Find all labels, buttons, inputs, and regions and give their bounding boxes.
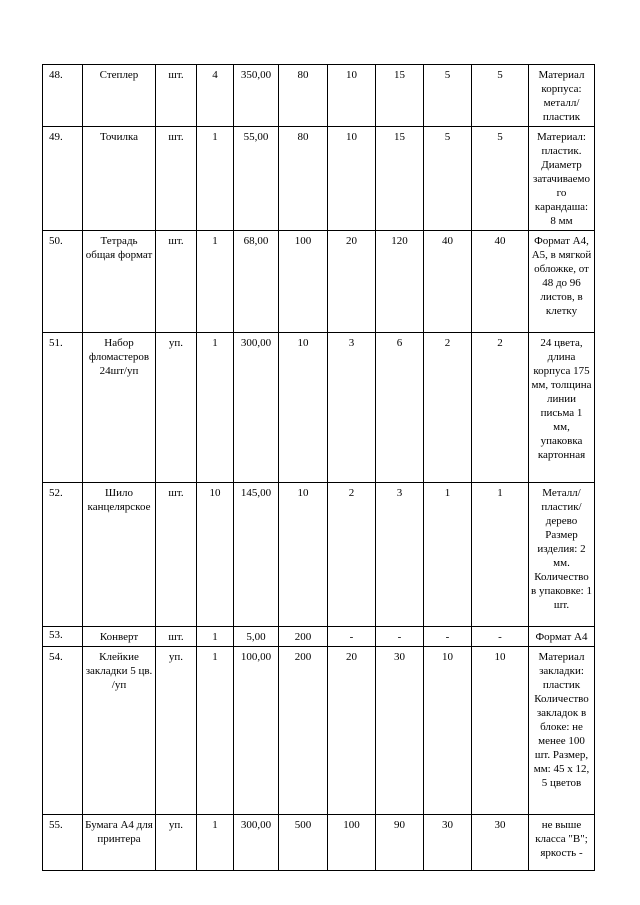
price-cell: 300,00	[234, 815, 279, 871]
item-name: Точилка	[83, 127, 156, 231]
table-row	[43, 65, 595, 127]
value-cell-4: 5	[424, 127, 472, 231]
value-cell-4: -	[424, 627, 472, 647]
value-cell-5: 30	[472, 815, 529, 871]
table-row	[43, 483, 595, 627]
value-cell-3: 15	[376, 127, 424, 231]
value-cell-4: 30	[424, 815, 472, 871]
goods-table	[42, 64, 595, 871]
value-cell-5: 10	[472, 647, 529, 815]
spec-cell: не выше класса "В"; яркость -	[529, 815, 595, 871]
value-cell-1: 200	[279, 647, 328, 815]
value-cell-1: 500	[279, 815, 328, 871]
quantity-cell: 1	[197, 231, 234, 333]
unit-cell: уп.	[156, 333, 197, 483]
row-number: 53.	[43, 627, 83, 647]
item-name: Клейкие закладки 5 цв. /уп	[83, 647, 156, 815]
price-cell: 300,00	[234, 333, 279, 483]
quantity-cell: 1	[197, 815, 234, 871]
quantity-cell: 10	[197, 483, 234, 627]
value-cell-5: 5	[472, 65, 529, 127]
spec-cell: Материал закладки: пластик Количество закладок в блоке: не менее 100 шт. Размер, мм: 45 х 12, 5 цветов	[529, 647, 595, 815]
quantity-cell: 4	[197, 65, 234, 127]
item-name: Шило канцелярское	[83, 483, 156, 627]
spec-cell: Материал: пластик. Диаметр затачиваемого карандаша: 8 мм	[529, 127, 595, 231]
item-name: Бумага А4 для принтера	[83, 815, 156, 871]
value-cell-5: -	[472, 627, 529, 647]
value-cell-3: 15	[376, 65, 424, 127]
unit-cell: шт.	[156, 65, 197, 127]
value-cell-2: 20	[328, 647, 376, 815]
value-cell-1: 100	[279, 231, 328, 333]
quantity-cell: 1	[197, 333, 234, 483]
spec-cell: Формат А4, А5, в мягкой обложке, от 48 до 96 листов, в клетку	[529, 231, 595, 333]
value-cell-1: 10	[279, 483, 328, 627]
value-cell-4: 40	[424, 231, 472, 333]
row-number: 55.	[43, 815, 83, 871]
row-number: 50.	[43, 231, 83, 333]
quantity-cell: 1	[197, 647, 234, 815]
price-cell: 350,00	[234, 65, 279, 127]
price-cell: 68,00	[234, 231, 279, 333]
quantity-cell: 1	[197, 627, 234, 647]
unit-cell: шт.	[156, 127, 197, 231]
value-cell-1: 10	[279, 333, 328, 483]
table-row	[43, 127, 595, 231]
value-cell-3: -	[376, 627, 424, 647]
quantity-cell: 1	[197, 127, 234, 231]
table-row	[43, 627, 595, 647]
spec-cell: Формат А4	[529, 627, 595, 647]
value-cell-4: 1	[424, 483, 472, 627]
value-cell-2: 10	[328, 65, 376, 127]
table-row	[43, 333, 595, 483]
value-cell-3: 30	[376, 647, 424, 815]
value-cell-5: 5	[472, 127, 529, 231]
row-number: 49.	[43, 127, 83, 231]
item-name: Тетрадь общая формат	[83, 231, 156, 333]
item-name: Степлер	[83, 65, 156, 127]
row-number: 54.	[43, 647, 83, 815]
item-name: Конверт	[83, 627, 156, 647]
value-cell-2: 2	[328, 483, 376, 627]
spec-cell: 24 цвета, длина корпуса 175 мм, толщина линии письма 1 мм, упаковка картонная	[529, 333, 595, 483]
value-cell-2: 100	[328, 815, 376, 871]
unit-cell: шт.	[156, 483, 197, 627]
row-number: 51.	[43, 333, 83, 483]
unit-cell: уп.	[156, 647, 197, 815]
row-number: 52.	[43, 483, 83, 627]
row-number: 48.	[43, 65, 83, 127]
unit-cell: шт.	[156, 627, 197, 647]
value-cell-5: 1	[472, 483, 529, 627]
value-cell-4: 5	[424, 65, 472, 127]
value-cell-5: 2	[472, 333, 529, 483]
value-cell-1: 80	[279, 65, 328, 127]
value-cell-2: -	[328, 627, 376, 647]
unit-cell: уп.	[156, 815, 197, 871]
value-cell-4: 10	[424, 647, 472, 815]
value-cell-1: 80	[279, 127, 328, 231]
table-row	[43, 647, 595, 815]
spec-cell: Материал корпуса: металл/пластик	[529, 65, 595, 127]
value-cell-4: 2	[424, 333, 472, 483]
value-cell-3: 90	[376, 815, 424, 871]
value-cell-3: 120	[376, 231, 424, 333]
item-name: Набор фломастеров 24шт/уп	[83, 333, 156, 483]
table-row	[43, 231, 595, 333]
value-cell-2: 20	[328, 231, 376, 333]
price-cell: 55,00	[234, 127, 279, 231]
value-cell-2: 10	[328, 127, 376, 231]
spec-cell: Металл/пластик/дерево Размер изделия: 2 мм. Количество в упаковке: 1 шт.	[529, 483, 595, 627]
price-cell: 5,00	[234, 627, 279, 647]
value-cell-2: 3	[328, 333, 376, 483]
value-cell-3: 6	[376, 333, 424, 483]
unit-cell: шт.	[156, 231, 197, 333]
price-cell: 145,00	[234, 483, 279, 627]
value-cell-5: 40	[472, 231, 529, 333]
price-cell: 100,00	[234, 647, 279, 815]
value-cell-1: 200	[279, 627, 328, 647]
table-row	[43, 815, 595, 871]
value-cell-3: 3	[376, 483, 424, 627]
